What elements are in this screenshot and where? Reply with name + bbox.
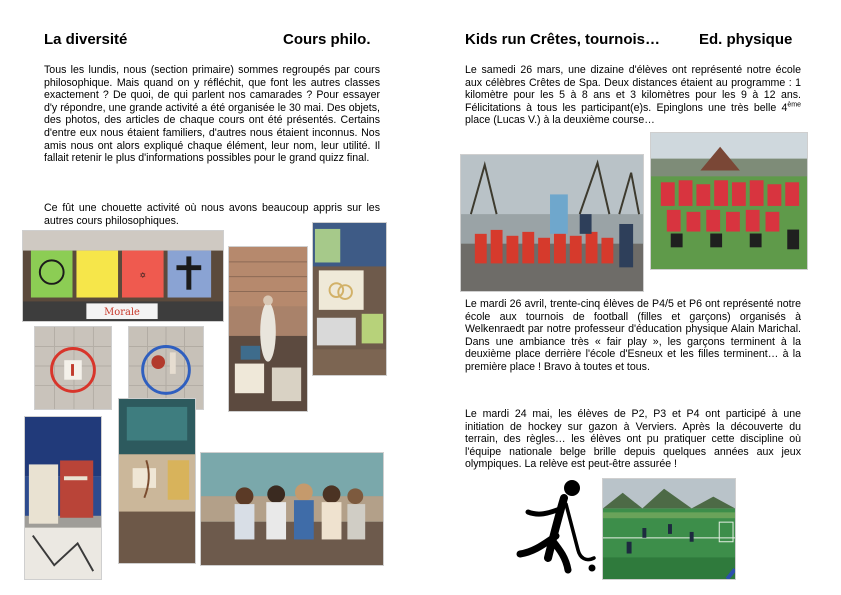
photo-children-table (200, 452, 384, 566)
photo-kids-run-group (460, 154, 644, 292)
diversite-paragraph: Tous les lundis, nous (section primaire) sommes regroupés par cours philosophique. Mais quand on y réfléchit, que font les autres classes exactement ? De quoi, de qui parlent nos camarades ? Pour essayer d'y répondre, une grande activité a été organisée le 30 mai. Des objets, des photos, des articles de chaque cours ont été présentés. Certains d'entre eux nous étaient familiers, d'autres nous étaient inconnus. Nos amis nous ont alors expliqué chaque élément, leur nom, leur utilité. Il fallait retenir le plus d'informations possibles pour le grand quizz final. (44, 64, 380, 165)
heading-ed-physique: Ed. physique (699, 31, 793, 48)
kids-run-paragraph: Le samedi 26 mars, une dizaine d'élèves ont représenté notre école aux célèbres Crêtes de Spa. Deux distances étaient au programme : 1 kilomètre pour les 5 à 8 ans et 3 kilomètres pour les 9 à 12 ans. Félicitations à tous les participant(e)s. Epinglons une très belle 4ème place (Lucas V.) à la deuxième course… (465, 64, 801, 127)
football-paragraph: Le mardi 26 avril, trente-cinq élèves de P4/5 et P6 ont représenté notre école aux tournois de football (filles et garçons) organisés à Welkenraedt par notre professeur d'éducation physique Alain Marichal. Dans une ambiance très « fair play », les garçons terminent à la deuxième place derrière l'école d'Esneux et les filles terminent… à la première place ! Bravo à toutes et tous. (465, 298, 801, 373)
heading-diversite: La diversité (44, 31, 128, 48)
svg-text:✡: ✡ (139, 270, 147, 280)
photo-table-objects (118, 398, 196, 564)
photo-red-hoop (34, 326, 112, 410)
morale-sign-text: Morale (104, 307, 140, 319)
photo-statue-table (228, 246, 308, 412)
photo-hockey-field (602, 478, 736, 580)
diversite-conclusion: Ce fût une chouette activité où nous avons beaucoup appris sur les autres cours philosophiques. (44, 202, 380, 227)
left-page (0, 0, 420, 595)
heading-kids-run: Kids run Crêtes, tournois… (465, 31, 661, 48)
photo-rings-items (312, 222, 387, 376)
right-page (420, 0, 841, 595)
heading-cours-philo: Cours philo. (283, 31, 371, 48)
photo-symbol-boards (22, 230, 224, 322)
hockey-player-icon (508, 478, 604, 574)
photo-football-team (650, 132, 808, 270)
photo-chairs-books (24, 416, 102, 580)
hockey-paragraph: Le mardi 24 mai, les élèves de P2, P3 et P4 ont participé à une initiation de hockey sur gazon à Verviers. Après la découverte du terrain, des règles… les élèves ont pu pratiquer cette discipline où l'équipe nationale belge brille depuis quelques années aux jeux olympiques. La relève est peut-être assurée ! (465, 408, 801, 471)
